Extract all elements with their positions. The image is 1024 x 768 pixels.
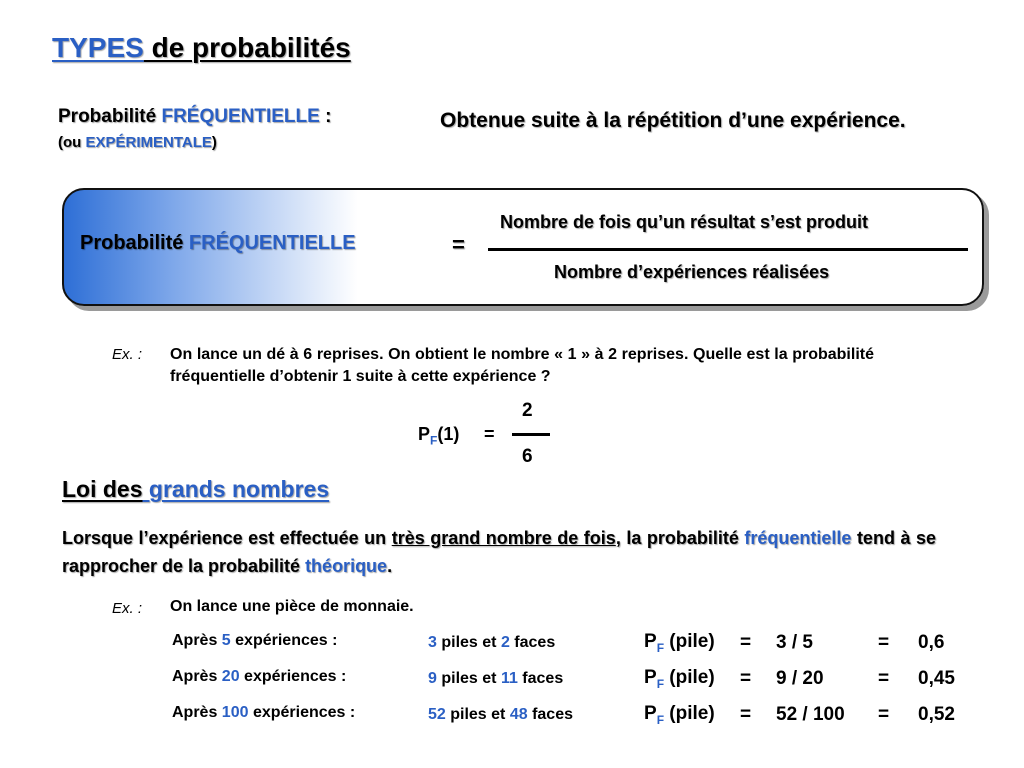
row-after-word: Après [172,704,222,721]
formula-box [62,188,984,306]
example2-row-probability [644,631,715,655]
example1-text: On lance un dé à 6 reprises. On obtient le nombre « 1 » à 2 reprises. Quelle est la probabilité fréquentielle d’obtenir 1 suite à cette expérience ? [170,346,874,385]
row-p-symbol: P [644,631,657,652]
law-title-accent: grands nombres [142,476,330,502]
row-faces-count: 11 [500,670,518,687]
frequential-heading [58,106,331,128]
example1-probability-label [418,424,459,448]
law-text-2: , la probabilité [615,528,745,548]
row-piles-count: 9 [428,670,437,687]
example1-fraction-bar [512,433,550,436]
row-ratio: 52 / 100 [776,704,845,725]
frequential-heading-suffix: : [319,106,332,127]
formula-lhs-accent: FRÉQUENTIELLE [188,232,356,254]
p-symbol: P [418,424,431,444]
example2-row-probability [644,703,715,727]
law-text-4: . [387,556,393,576]
row-equals-2: = [878,632,890,653]
example2-row-outcomes [428,634,555,652]
row-faces-count: 2 [500,634,510,651]
row-exp-label: expériences : [248,704,356,721]
law-text-underlined: très grand nombre de fois [391,528,616,548]
fraction-bar [488,248,968,251]
row-exp-label: expériences : [239,668,347,685]
row-result: 0,52 [918,704,955,725]
formula-numerator: Nombre de fois qu’un résultat s’est produit [500,212,869,232]
row-equals-2: = [878,668,890,689]
row-piles-label: piles et [436,670,501,687]
example2-row-after [172,668,346,686]
row-count: 5 [221,632,231,649]
row-p-argument: (pile) [664,703,715,724]
row-count: 100 [221,704,249,721]
frequential-description: Obtenue suite à la répétition d’une expérience. [440,109,906,132]
law-text-accent1: fréquentielle [744,528,852,548]
law-title [62,476,329,503]
frequential-sub-close: ) [211,134,217,151]
row-faces-label: faces [517,670,564,687]
row-piles-label: piles et [445,706,510,723]
row-after-word: Après [172,632,222,649]
row-result: 0,45 [918,668,955,689]
row-ratio: 3 / 5 [776,632,813,653]
example1-equals: = [484,424,495,444]
law-title-prefix: Loi des [62,476,143,502]
example2-row-outcomes [428,670,563,688]
page-title [52,32,351,64]
example2-row-after [172,704,355,722]
formula-lhs [80,232,356,255]
formula-lhs-prefix: Probabilité [80,232,189,254]
row-p-subscript: F [656,640,665,655]
row-equals-1: = [740,632,752,653]
example2-text: On lance une pièce de monnaie. [170,598,414,615]
row-equals-1: = [740,668,752,689]
row-result: 0,6 [918,632,945,653]
example2-row-after [172,632,337,650]
row-piles-label: piles et [436,634,501,651]
p-subscript: F [430,433,438,448]
row-equals-2: = [878,704,890,725]
row-after-word: Après [172,668,222,685]
row-p-subscript: F [656,676,665,691]
example1-numerator: 2 [522,400,533,421]
row-count: 20 [221,668,240,685]
row-faces-label: faces [527,706,573,723]
law-text-1: Lorsque l’expérience est effectuée un [62,528,392,548]
row-p-symbol: P [644,667,657,688]
frequential-heading-prefix: Probabilité [58,106,162,127]
example1-denominator: 6 [522,446,533,467]
law-text-3: tend à se rapprocher de la probabilité [62,528,936,576]
example2-row-outcomes [428,706,573,724]
frequential-subheading [58,134,217,151]
example2-row-probability [644,667,715,691]
frequential-sub-accent: EXPÉRIMENTALE [85,134,212,151]
row-p-argument: (pile) [664,667,715,688]
law-text [62,524,936,580]
row-equals-1: = [740,704,752,725]
title-rest: de probabilités [143,32,351,63]
row-piles-count: 52 [428,706,446,723]
row-exp-label: expériences : [230,632,338,649]
frequential-sub-open: (ou [58,134,86,151]
frequential-heading-accent: FRÉQUENTIELLE [161,106,320,127]
example1-label: Ex. : [112,346,143,363]
example2-label: Ex. : [112,600,143,617]
law-text-accent2: théorique [305,556,388,576]
formula-equals: = [452,232,465,257]
row-p-subscript: F [656,712,665,727]
row-faces-count: 48 [509,706,528,723]
row-ratio: 9 / 20 [776,668,824,689]
row-piles-count: 3 [428,634,437,651]
formula-denominator: Nombre d’expériences réalisées [554,262,830,282]
row-p-argument: (pile) [664,631,715,652]
title-accent: TYPES [52,32,144,63]
row-p-symbol: P [644,703,657,724]
p-argument: (1) [437,424,460,444]
row-faces-label: faces [509,634,556,651]
